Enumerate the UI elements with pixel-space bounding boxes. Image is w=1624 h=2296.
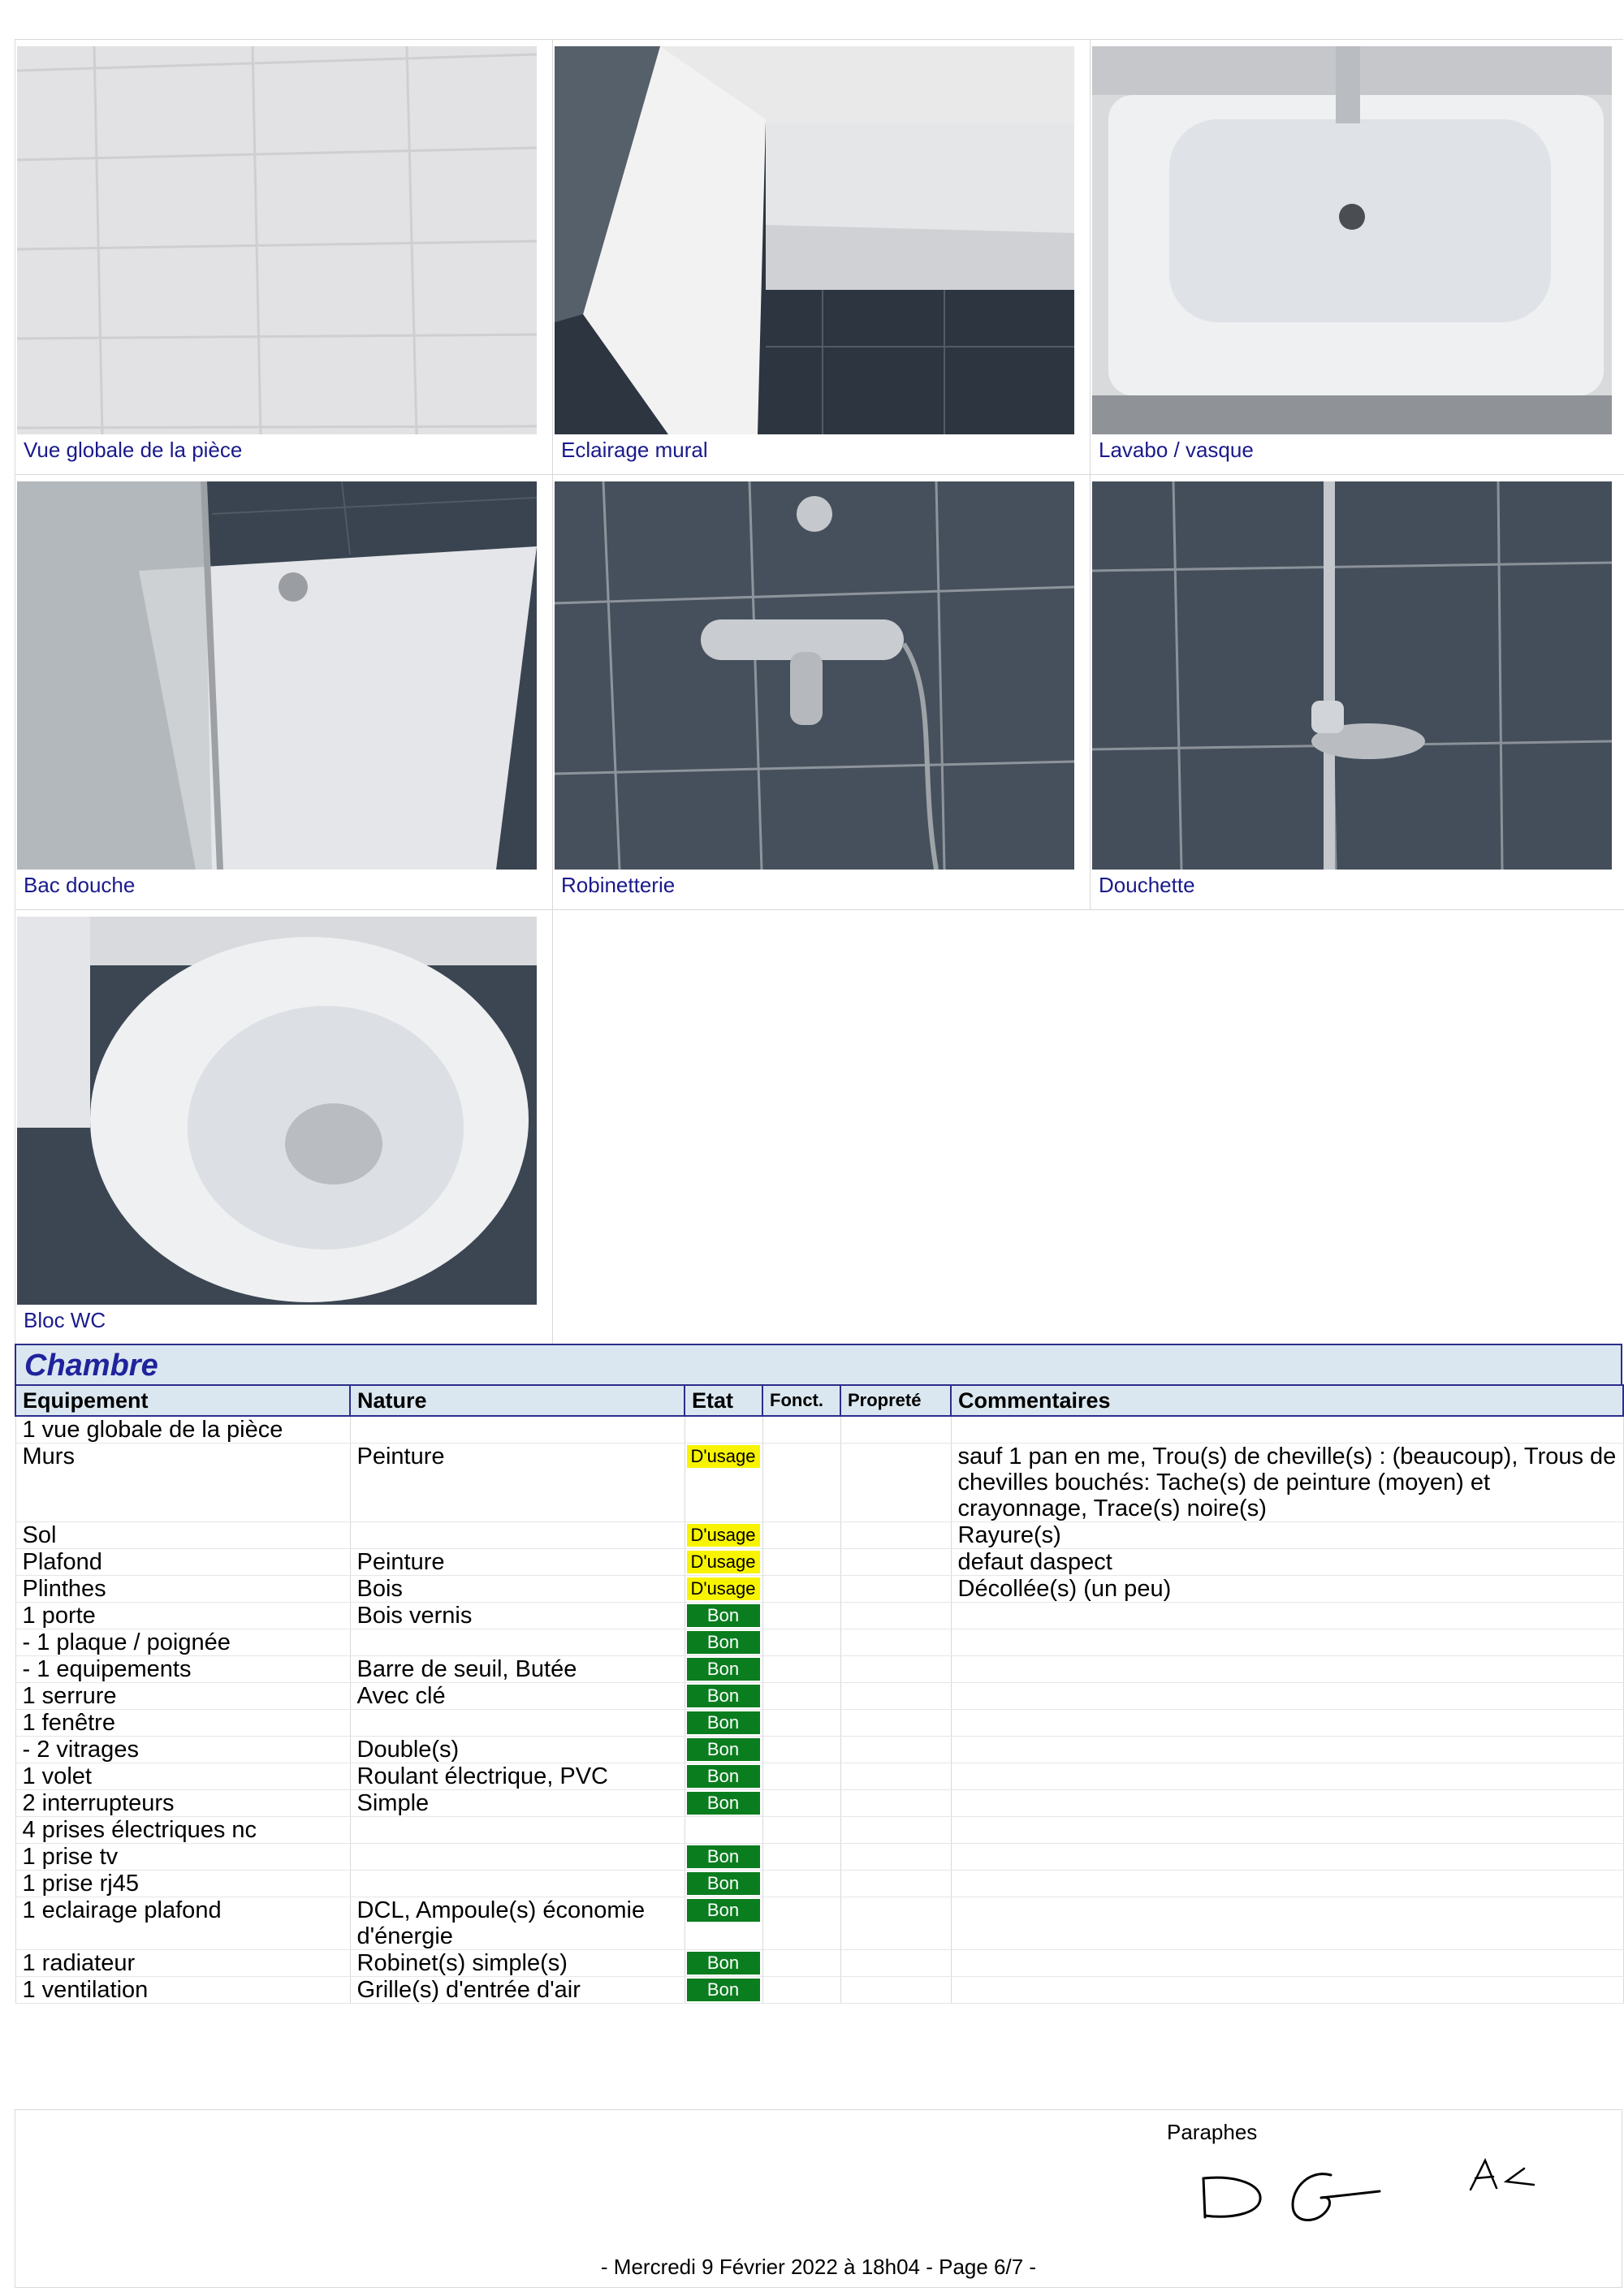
cell-commentaires [951,1603,1623,1629]
cell-nature: DCL, Ampoule(s) économie d'énergie [350,1897,685,1950]
table-row [15,1977,1623,2004]
cell-commentaires [951,1871,1623,1897]
cell-fonct [762,1817,840,1844]
cell-fonct [762,1950,840,1977]
cell-nature: Bois [350,1576,685,1603]
header-proprete: Propreté [840,1385,951,1416]
cell-fonct [762,1522,840,1549]
photo-caption: Bac douche [24,873,136,897]
table-header-row [15,1385,1623,1416]
etat-badge: Bon [687,1765,760,1788]
header-nature: Nature [350,1385,685,1416]
photo-caption: Bloc WC [24,1308,106,1332]
cell-equipement: 1 radiateur [15,1950,350,1977]
cell-proprete [840,1950,951,1977]
header-fonct: Fonct. [762,1385,840,1416]
cell-fonct [762,1844,840,1871]
photo-lavabo-vasque[interactable] [1092,46,1612,434]
photo-eclairage-mural[interactable] [555,46,1074,434]
etat-badge: Bon [687,1738,760,1761]
cell-nature: Avec clé [350,1683,685,1710]
cell-proprete [840,1790,951,1817]
cell-etat [685,1656,762,1683]
photo-cell-eclairage [553,40,1091,475]
etat-badge: Bon [687,1979,760,2001]
cell-fonct [762,1737,840,1763]
cell-fonct [762,1603,840,1629]
photo-cell-empty [1091,910,1624,1345]
header-commentaires: Commentaires [951,1385,1623,1416]
initial-signature-g [1282,2160,1388,2229]
cell-proprete [840,1710,951,1737]
table-row [15,1737,1623,1763]
photo-robinetterie[interactable] [555,481,1074,870]
initial-signature-d [1197,2169,1270,2225]
cell-nature: Double(s) [350,1737,685,1763]
cell-fonct [762,1790,840,1817]
cell-nature: Grille(s) d'entrée d'air [350,1977,685,2004]
cell-etat [685,1444,762,1522]
cell-equipement: 1 volet [15,1763,350,1790]
cell-etat [685,1817,762,1844]
cell-commentaires: defaut daspect [951,1549,1623,1576]
cell-etat [685,1603,762,1629]
header-etat: Etat [685,1385,762,1416]
cell-proprete [840,1897,951,1950]
cell-etat [685,1790,762,1817]
header-equipement: Equipement [15,1385,350,1416]
section-title: Chambre [15,1344,1622,1384]
table-row [15,1817,1623,1844]
photo-cell-bloc-wc [15,910,553,1345]
etat-badge: Bon [687,1952,760,1974]
table-body [15,1416,1623,2004]
cell-etat [685,1737,762,1763]
cell-fonct [762,1576,840,1603]
cell-equipement: 1 ventilation [15,1977,350,2004]
photo-caption: Eclairage mural [561,438,708,462]
photo-caption: Lavabo / vasque [1099,438,1254,462]
paraphes-label: Paraphes [1167,2120,1258,2144]
cell-nature [350,1710,685,1737]
cell-commentaires [951,1737,1623,1763]
etat-badge: Bon [687,1845,760,1868]
photo-grid [15,39,1623,1345]
cell-commentaires [951,1710,1623,1737]
table-row [15,1897,1623,1950]
cell-fonct [762,1416,840,1444]
cell-proprete [840,1656,951,1683]
cell-etat [685,1710,762,1737]
cell-equipement: 1 porte [15,1603,350,1629]
cell-fonct [762,1549,840,1576]
photo-cell-douchette [1091,475,1624,910]
cell-nature: Simple [350,1790,685,1817]
cell-equipement: 1 prise rj45 [15,1871,350,1897]
cell-proprete [840,1629,951,1656]
etat-badge: Bon [687,1658,760,1681]
photo-caption: Vue globale de la pièce [24,438,243,462]
table-row [15,1522,1623,1549]
cell-equipement: Sol [15,1522,350,1549]
cell-nature: Roulant électrique, PVC [350,1763,685,1790]
table-row [15,1416,1623,1444]
etat-badge: Bon [687,1604,760,1627]
cell-etat [685,1950,762,1977]
cell-equipement: 1 fenêtre [15,1710,350,1737]
cell-nature [350,1416,685,1444]
page-footer-info: - Mercredi 9 Février 2022 à 18h04 - Page 6/7 - [600,2255,1037,2279]
cell-nature [350,1522,685,1549]
cell-equipement: - 1 plaque / poignée [15,1629,350,1656]
cell-etat [685,1763,762,1790]
cell-nature [350,1871,685,1897]
cell-proprete [840,1763,951,1790]
cell-proprete [840,1737,951,1763]
cell-commentaires [951,1790,1623,1817]
cell-equipement: 1 serrure [15,1683,350,1710]
table-row [15,1549,1623,1576]
table-row [15,1603,1623,1629]
cell-equipement: 1 vue globale de la pièce [15,1416,350,1444]
photo-douchette[interactable] [1092,481,1612,870]
etat-badge: Bon [687,1685,760,1707]
cell-commentaires: Rayure(s) [951,1522,1623,1549]
cell-proprete [840,1977,951,2004]
cell-fonct [762,1444,840,1522]
table-row [15,1576,1623,1603]
cell-equipement: - 1 equipements [15,1656,350,1683]
table-row [15,1950,1623,1977]
etat-badge: Bon [687,1899,760,1922]
cell-proprete [840,1576,951,1603]
table-row [15,1844,1623,1871]
photo-cell-empty [553,910,1091,1345]
etat-badge: D'usage [687,1577,760,1600]
cell-fonct [762,1656,840,1683]
etat-badge: D'usage [687,1524,760,1547]
cell-fonct [762,1629,840,1656]
cell-proprete [840,1603,951,1629]
photo-caption: Robinetterie [561,873,676,897]
cell-etat [685,1576,762,1603]
photo-cell-bac-douche [15,475,553,910]
table-row [15,1790,1623,1817]
cell-equipement: 2 interrupteurs [15,1790,350,1817]
etat-badge: Bon [687,1631,760,1654]
section-chambre [15,1344,1622,2004]
cell-commentaires [951,1817,1623,1844]
initial-signature-al [1467,2157,1540,2198]
cell-equipement: 1 eclairage plafond [15,1897,350,1950]
photo-vue-globale[interactable] [17,46,537,434]
etat-badge: Bon [687,1792,760,1815]
cell-etat [685,1683,762,1710]
cell-commentaires [951,1656,1623,1683]
cell-proprete [840,1444,951,1522]
cell-etat [685,1416,762,1444]
cell-fonct [762,1683,840,1710]
cell-etat [685,1871,762,1897]
inventory-table [15,1384,1624,2004]
table-row [15,1710,1623,1737]
cell-fonct [762,1871,840,1897]
photo-cell-lavabo [1091,40,1624,475]
cell-etat [685,1522,762,1549]
etat-badge: D'usage [687,1445,760,1468]
cell-proprete [840,1683,951,1710]
cell-nature [350,1817,685,1844]
cell-commentaires [951,1897,1623,1950]
cell-etat [685,1977,762,2004]
cell-fonct [762,1897,840,1950]
cell-proprete [840,1817,951,1844]
cell-nature [350,1844,685,1871]
cell-nature: Peinture [350,1444,685,1522]
cell-equipement: Plinthes [15,1576,350,1603]
cell-proprete [840,1844,951,1871]
etat-badge: D'usage [687,1551,760,1573]
cell-nature: Barre de seuil, Butée [350,1656,685,1683]
cell-proprete [840,1549,951,1576]
cell-fonct [762,1710,840,1737]
photo-bloc-wc[interactable] [17,917,537,1305]
table-row [15,1683,1623,1710]
cell-fonct [762,1763,840,1790]
cell-commentaires [951,1629,1623,1656]
table-row [15,1629,1623,1656]
cell-equipement: Murs [15,1444,350,1522]
cell-nature: Peinture [350,1549,685,1576]
cell-commentaires [951,1977,1623,2004]
cell-etat [685,1897,762,1950]
photo-caption: Douchette [1099,873,1195,897]
cell-commentaires [951,1683,1623,1710]
cell-etat [685,1549,762,1576]
table-row [15,1871,1623,1897]
cell-equipement: Plafond [15,1549,350,1576]
cell-etat [685,1844,762,1871]
photo-bac-douche[interactable] [17,481,537,870]
cell-equipement: 4 prises électriques nc [15,1817,350,1844]
table-row [15,1656,1623,1683]
photo-cell-vue-globale [15,40,553,475]
cell-etat [685,1629,762,1656]
cell-commentaires: Décollée(s) (un peu) [951,1576,1623,1603]
table-row [15,1763,1623,1790]
etat-badge: Bon [687,1872,760,1895]
cell-nature: Bois vernis [350,1603,685,1629]
cell-proprete [840,1522,951,1549]
cell-commentaires: sauf 1 pan en me, Trou(s) de cheville(s) : (beaucoup), Trous de chevilles bouchés: Tache(s) de peinture (moyen) et crayonnage, Trace(s) noire(s) [951,1444,1623,1522]
cell-equipement: 1 prise tv [15,1844,350,1871]
cell-equipement: - 2 vitrages [15,1737,350,1763]
cell-commentaires [951,1844,1623,1871]
cell-nature [350,1629,685,1656]
cell-commentaires [951,1763,1623,1790]
footer-box [15,2109,1622,2288]
cell-fonct [762,1977,840,2004]
etat-badge: Bon [687,1711,760,1734]
cell-commentaires [951,1416,1623,1444]
cell-nature: Robinet(s) simple(s) [350,1950,685,1977]
cell-proprete [840,1871,951,1897]
table-row [15,1444,1623,1522]
photo-cell-robinetterie [553,475,1091,910]
cell-proprete [840,1416,951,1444]
cell-commentaires [951,1950,1623,1977]
